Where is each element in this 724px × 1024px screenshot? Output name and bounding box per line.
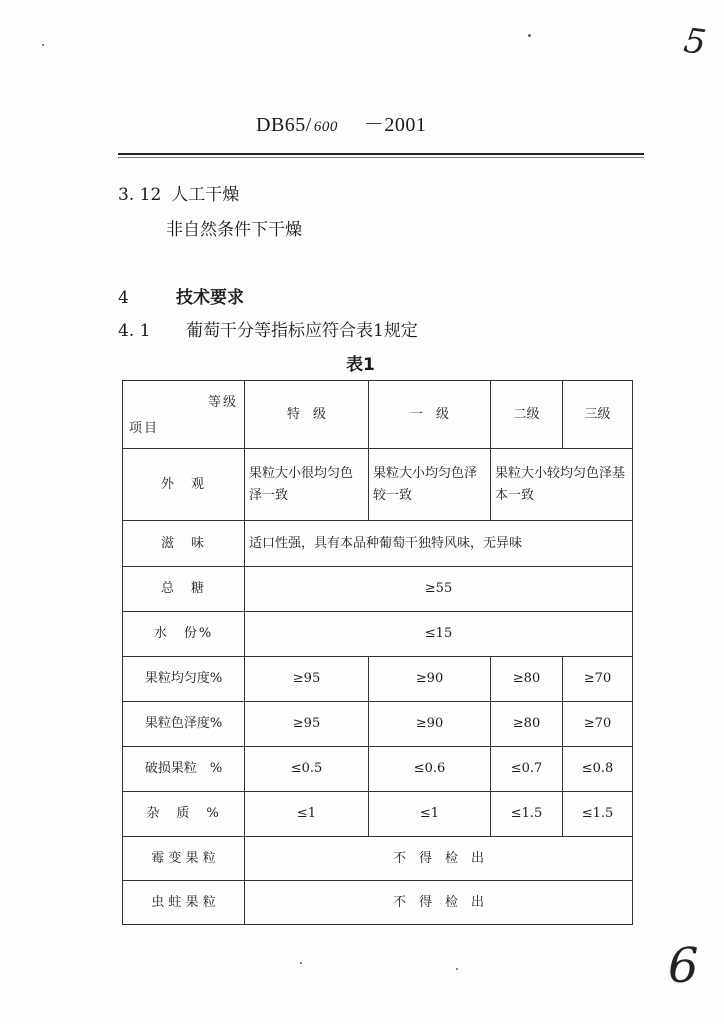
- cell-value: ≥95: [245, 657, 369, 702]
- cell-value: 果粒大小较均匀色泽基本一致: [491, 449, 633, 521]
- section-4-heading: [118, 283, 244, 308]
- table-header-row: [123, 381, 633, 449]
- handwritten-standard-number: 600: [313, 119, 338, 135]
- table-row-taste: [123, 521, 633, 567]
- row-label: 虫 蛀 果 粒: [123, 881, 245, 925]
- row-label: 杂 质 %: [123, 792, 245, 837]
- row-label: 滋 味: [123, 521, 245, 567]
- header-grade-second: 二级: [491, 381, 563, 449]
- section-title: 人工干燥: [171, 185, 240, 205]
- table-row-insect: [123, 881, 633, 925]
- standard-year: －2001: [363, 114, 427, 136]
- section-number: 4. 1: [118, 321, 151, 341]
- cell-value: ≤1.5: [491, 792, 563, 837]
- cell-value: ≤1: [245, 792, 369, 837]
- cell-value: ≥80: [491, 702, 563, 747]
- cell-value: 不 得 检 出: [245, 837, 633, 881]
- scan-speck: [528, 34, 531, 37]
- table-row-uniformity: [123, 657, 633, 702]
- cell-value: 适口性强，具有本品种葡萄干独特风味，无异味: [245, 521, 633, 567]
- table-row-moldy: [123, 837, 633, 881]
- cell-value: ≤15: [245, 612, 633, 657]
- cell-value: ≤0.7: [491, 747, 563, 792]
- section-3-12-heading: [118, 180, 239, 205]
- header-grade-third: 三级: [563, 381, 633, 449]
- standard-code: DB65/: [256, 114, 312, 136]
- row-label: 霉 变 果 粒: [123, 837, 245, 881]
- table-row-moisture: [123, 612, 633, 657]
- scan-speck: [456, 968, 458, 970]
- section-title: 技术要求: [176, 288, 244, 308]
- row-label: 果粒色泽度%: [123, 702, 245, 747]
- scan-speck: [42, 44, 44, 46]
- table-row-broken: [123, 747, 633, 792]
- cell-value: ≤1: [369, 792, 491, 837]
- cell-value: ≥55: [245, 567, 633, 612]
- section-body: 葡萄干分等指标应符合表1规定: [186, 321, 418, 341]
- row-label: 破损果粒 %: [123, 747, 245, 792]
- cell-value: ≤1.5: [563, 792, 633, 837]
- header-grade-first: 一 级: [369, 381, 491, 449]
- corner-grade-label: 等级: [207, 394, 238, 410]
- cell-value: ≤0.6: [369, 747, 491, 792]
- handwritten-page-mark-bottom: 6: [668, 938, 699, 994]
- document-header: [256, 108, 426, 137]
- cell-value: ≥70: [563, 702, 633, 747]
- cell-value: ≥80: [491, 657, 563, 702]
- section-4-1-text: [118, 316, 418, 341]
- header-grade-special: 特 级: [245, 381, 369, 449]
- section-number: 4: [118, 288, 129, 308]
- section-3-12-body: 非自然条件下干燥: [166, 220, 302, 240]
- header-rule-thin: [118, 157, 644, 158]
- row-label: 果粒均匀度%: [123, 657, 245, 702]
- cell-value: ≥70: [563, 657, 633, 702]
- header-rule: [118, 153, 644, 155]
- cell-value: ≤0.5: [245, 747, 369, 792]
- row-label: 总 糖: [123, 567, 245, 612]
- cell-value: 果粒大小很均匀色泽一致: [245, 449, 369, 521]
- table-title: 表1: [346, 355, 375, 375]
- grade-spec-table: [122, 380, 633, 925]
- cell-value: 不 得 检 出: [245, 881, 633, 925]
- cell-value: ≤0.8: [563, 747, 633, 792]
- cell-value: ≥95: [245, 702, 369, 747]
- table-row-color: [123, 702, 633, 747]
- table-row-impurity: [123, 792, 633, 837]
- cell-value: ≥90: [369, 657, 491, 702]
- scan-speck: [300, 962, 302, 964]
- corner-item-label: 项目: [129, 420, 160, 436]
- handwritten-page-mark-top: 5: [681, 20, 709, 64]
- cell-value: ≥90: [369, 702, 491, 747]
- table-row-appearance: [123, 449, 633, 521]
- row-label: 外 观: [123, 449, 245, 521]
- cell-value: 果粒大小均匀色泽较一致: [369, 449, 491, 521]
- table-row-total-sugar: [123, 567, 633, 612]
- row-label: 水 份%: [123, 612, 245, 657]
- header-corner-cell: [123, 381, 245, 449]
- section-number: 3. 12: [118, 185, 162, 205]
